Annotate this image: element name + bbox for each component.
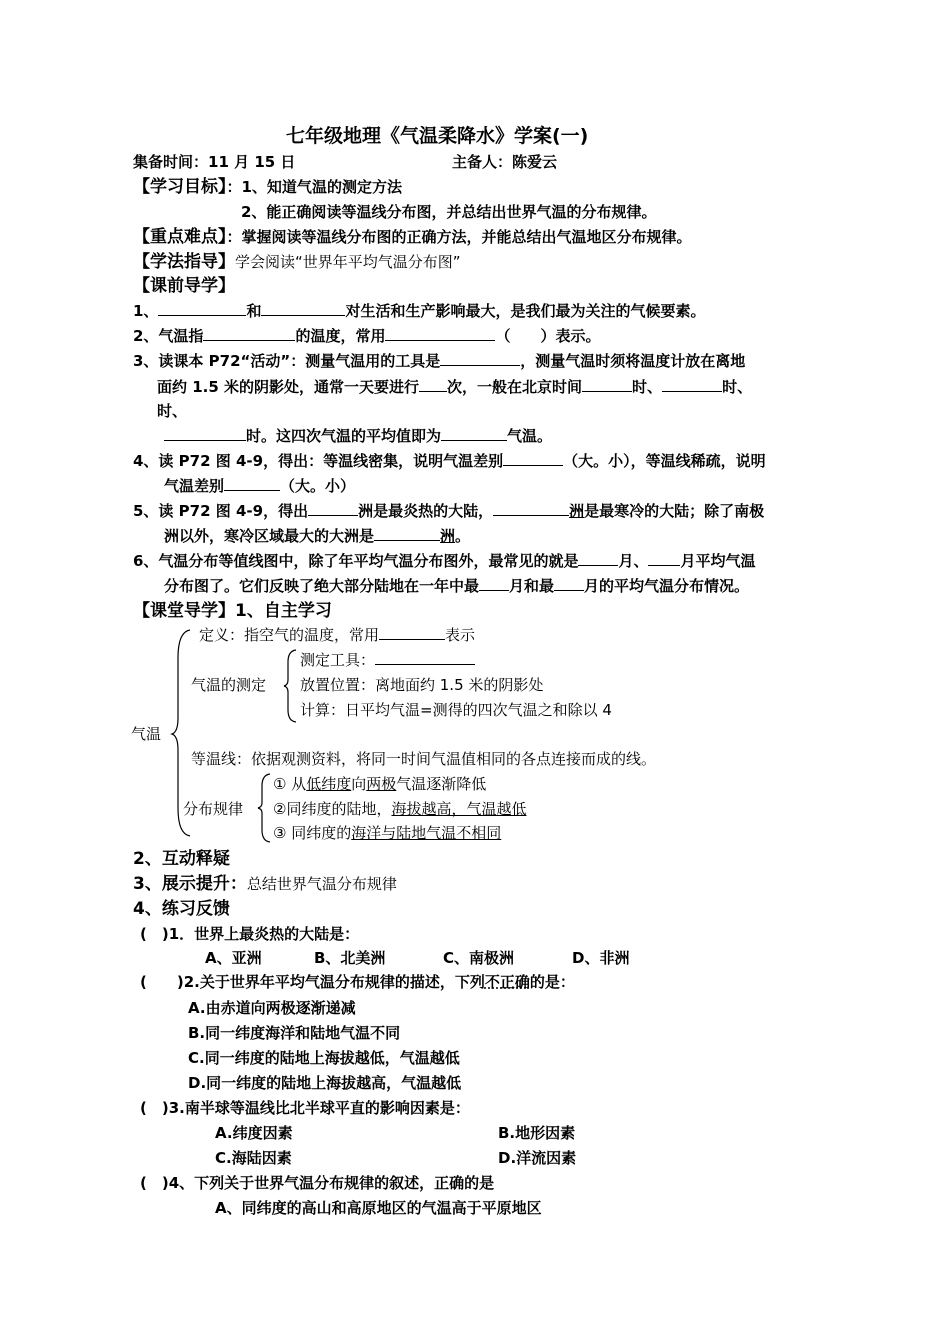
rule3-b: 海洋与陆地气温不相同 [351,824,502,842]
ex2-stem-emphasis: 不正确 [484,973,530,991]
q6-text-2b: 月和最 [509,577,555,595]
classroom-label: 【课堂导学】1、自主学习 [133,601,332,621]
q4-text-1b: （大。小），等温线稀疏，说明 [563,452,766,470]
q6-blank-1[interactable] [578,551,618,566]
ex3-option-d[interactable]: D.洋流因素 [498,1149,577,1167]
q2-text-0: 2、气温指 [133,327,204,345]
q6-blank-3[interactable] [479,576,509,591]
section-3 [133,874,397,894]
q5-text-2b: 洲 [440,527,456,545]
ex2-stem-b: 的是： [529,973,575,991]
q4-text-2a: 气温差别 [164,477,225,495]
q3-text-1b: ，测量气温时须将温度计放在离地 [520,352,746,370]
tree-definition [199,625,475,645]
q5-text-1a: 5、读 P72 图 4-9，得出 [133,502,309,520]
goals-line-1 [133,177,402,197]
preview-label: 【课前导学】 [133,276,235,296]
q1-num: 1、 [133,302,159,320]
q5-text-1d: 洲 [569,502,585,520]
q5-blank-3[interactable] [374,526,440,541]
q6-text-2a: 分布图了。它们反映了绝大部分陆地在一年中最 [164,577,480,595]
ex1-option-d[interactable]: D、非洲 [572,949,630,967]
q3-blank-5[interactable] [164,426,246,441]
q6-text-2c: 月的平均气温分布情况。 [584,577,750,595]
section-4: 4、练习反馈 [133,899,230,919]
q3-text-2c: 时、 [632,378,663,396]
keypoints-label: 【重点难点】 [133,227,227,247]
preview-q6-line2 [164,576,749,596]
tree-definition-end: 表示 [445,626,476,644]
q3-blank-3[interactable] [582,377,632,392]
page-title: 七年级地理《气温柔降水》学案(一) [286,125,589,147]
q1-blank-2[interactable] [261,301,345,316]
ex3-option-a[interactable]: A.纬度因素 [215,1124,293,1142]
q5-text-2a: 洲以外，寒冷区域最大的大洲是 [164,527,375,545]
q3-text-1a: 3、读课本 P72“活动”：测量气温用的工具是 [133,352,441,370]
ex1-option-c[interactable]: C、南极洲 [443,949,515,967]
tree-position: 放置位置：离地面约 1.5 米的阴影处 [300,676,544,694]
ex3-option-c[interactable]: C.海陆因素 [215,1149,292,1167]
q3-text-2d: 时、 [722,378,753,396]
q6-blank-2[interactable] [648,551,680,566]
q5-text-1c: 是最炎热的大陆， [373,502,494,520]
q6-text-1c: 月平均气温 [680,552,756,570]
method [133,252,461,272]
rule2-b: 海拔越高，气温越低 [391,800,527,818]
q5-blank-1[interactable] [308,501,358,516]
q5-text-2c: 。 [455,527,471,545]
tree-root: 气温 [131,725,162,743]
preview-q2 [133,326,600,346]
tree-rule-1 [273,774,486,794]
rule1-c: 向 [351,775,367,793]
exercise-4-stem: ( )4、下列关于世界气温分布规律的叙述，正确的是 [140,1174,495,1192]
q4-text-2b: （大。小） [280,477,356,495]
ex2-stem-a: ( )2.关于世界年平均气温分布规律的描述，下列 [140,973,485,991]
tree-measure-label: 气温的测定 [191,676,267,694]
rule1-a: ① 从 [273,775,307,793]
rule2-a: ②同纬度的陆地， [273,800,392,818]
q3-blank-4[interactable] [662,377,722,392]
q2-blank-2[interactable] [385,326,495,341]
goal-2: 2、能正确阅读等温线分布图，并总结出世界气温的分布规律。 [241,203,657,221]
q2-text-2: （ ）表示。 [495,327,601,345]
q3-blank-1[interactable] [440,351,520,366]
exercise-3-stem: ( )3.南半球等温线比北半球平直的影响因素是： [140,1099,470,1117]
keypoints [133,227,692,247]
preview-q4-line2 [164,476,355,496]
preview-q3-line2 [157,377,752,397]
q5-blank-2[interactable] [493,501,569,516]
preview-q5-line1 [133,501,764,521]
q5-text-1e: 是最寒冷的大陆；除了南极 [584,502,765,520]
preview-q1 [133,301,705,321]
goals-label: 【学习目标】 [133,177,227,197]
q6-blank-4[interactable] [554,576,584,591]
q4-blank-1[interactable] [503,451,563,466]
q3-text-2a: 面约 1.5 米的阴影处，通常一天要进行 [157,378,420,396]
author: 主备人：陈爱云 [452,153,558,171]
tree-tool-text: 测定工具： [300,651,376,669]
keypoints-text: ：掌握阅读等温线分布图的正确方法，并能总结出气温地区分布规律。 [226,228,692,246]
tree-isotherm: 等温线：依据观测资料，将同一时间气温值相同的各点连接而成的线。 [191,750,657,768]
ex4-option-a[interactable]: A、同纬度的高山和高原地区的气温高于平原地区 [215,1199,542,1217]
q4-blank-2[interactable] [224,476,280,491]
preview-q4-line1 [133,451,766,471]
q3-text-4b: 气温。 [507,427,553,445]
q3-text-2b: 次，一般在北京时间 [447,378,583,396]
section-3-text: 总结世界气温分布规律 [246,875,397,893]
q5-text-1b: 洲 [358,502,374,520]
ex2-option-b[interactable]: B.同一纬度海洋和陆地气温不同 [188,1024,401,1042]
tree-distribution-label: 分布规律 [183,800,244,818]
ex2-option-a[interactable]: A.由赤道向两极逐渐递减 [188,999,356,1017]
ex2-option-d[interactable]: D.同一纬度的陆地上海拔越高，气温越低 [188,1074,462,1092]
q3-text-4a: 时。这四次气温的平均值即为 [246,427,442,445]
goal-1: ：1、知道气温的测定方法 [226,178,402,196]
preview-q6-line1 [133,551,755,571]
preview-q3-line4 [164,426,552,446]
ex1-option-b[interactable]: B、北美洲 [314,949,386,967]
q4-text-1a: 4、读 P72 图 4-9，得出：等温线密集，说明气温差别 [133,452,504,470]
exercise-2-stem [140,972,575,992]
q6-text-1a: 6、气温分布等值线图中，除了年平均气温分布图外，最常见的就是 [133,552,579,570]
rule1-e: 气温逐渐降低 [396,775,487,793]
tree-rule-3 [273,823,501,843]
section-3-label: 3、展示提升： [133,874,247,894]
brace-measure [282,648,298,724]
tree-tool-blank[interactable] [375,650,475,665]
q1-text-1: 和 [246,302,262,320]
ex3-option-b[interactable]: B.地形因素 [498,1124,576,1142]
brace-distribution [256,772,272,844]
preview-q3-line3: 时、 [157,402,188,420]
q1-text-2: 对生活和生产影响最大，是我们最为关注的气候要素。 [345,302,706,320]
ex1-option-a[interactable]: A、亚洲 [205,949,262,967]
preview-q5-line2 [164,526,470,546]
q6-text-1b: 月、 [618,552,649,570]
prep-time: 集备时间：11 月 15 日 [133,153,296,171]
method-text: 学会阅读“世界年平均气温分布图” [235,253,461,271]
rule1-b: 低纬度 [306,775,352,793]
tree-definition-text: 定义：指空气的温度，常用 [199,626,380,644]
preview-q3-line1 [133,351,745,371]
q2-blank-1[interactable] [203,326,295,341]
q3-blank-2[interactable] [419,377,447,392]
q1-blank-1[interactable] [158,301,246,316]
section-2: 2、互动释疑 [133,849,230,869]
method-label: 【学法指导】 [133,252,235,272]
rule1-d: 两极 [366,775,397,793]
tree-rule-2 [273,799,526,819]
q3-blank-6[interactable] [441,426,507,441]
rule3-a: ③ 同纬度的 [273,824,352,842]
tree-tool [300,650,475,670]
tree-calc: 计算：日平均气温=测得的四次气温之和除以 4 [300,701,612,719]
ex2-option-c[interactable]: C.同一纬度的陆地上海拔越低，气温越低 [188,1049,460,1067]
tree-definition-blank[interactable] [379,625,445,640]
exercise-1-stem: ( )1．世界上最炎热的大陆是： [140,925,360,943]
q2-text-1: 的温度，常用 [295,327,386,345]
